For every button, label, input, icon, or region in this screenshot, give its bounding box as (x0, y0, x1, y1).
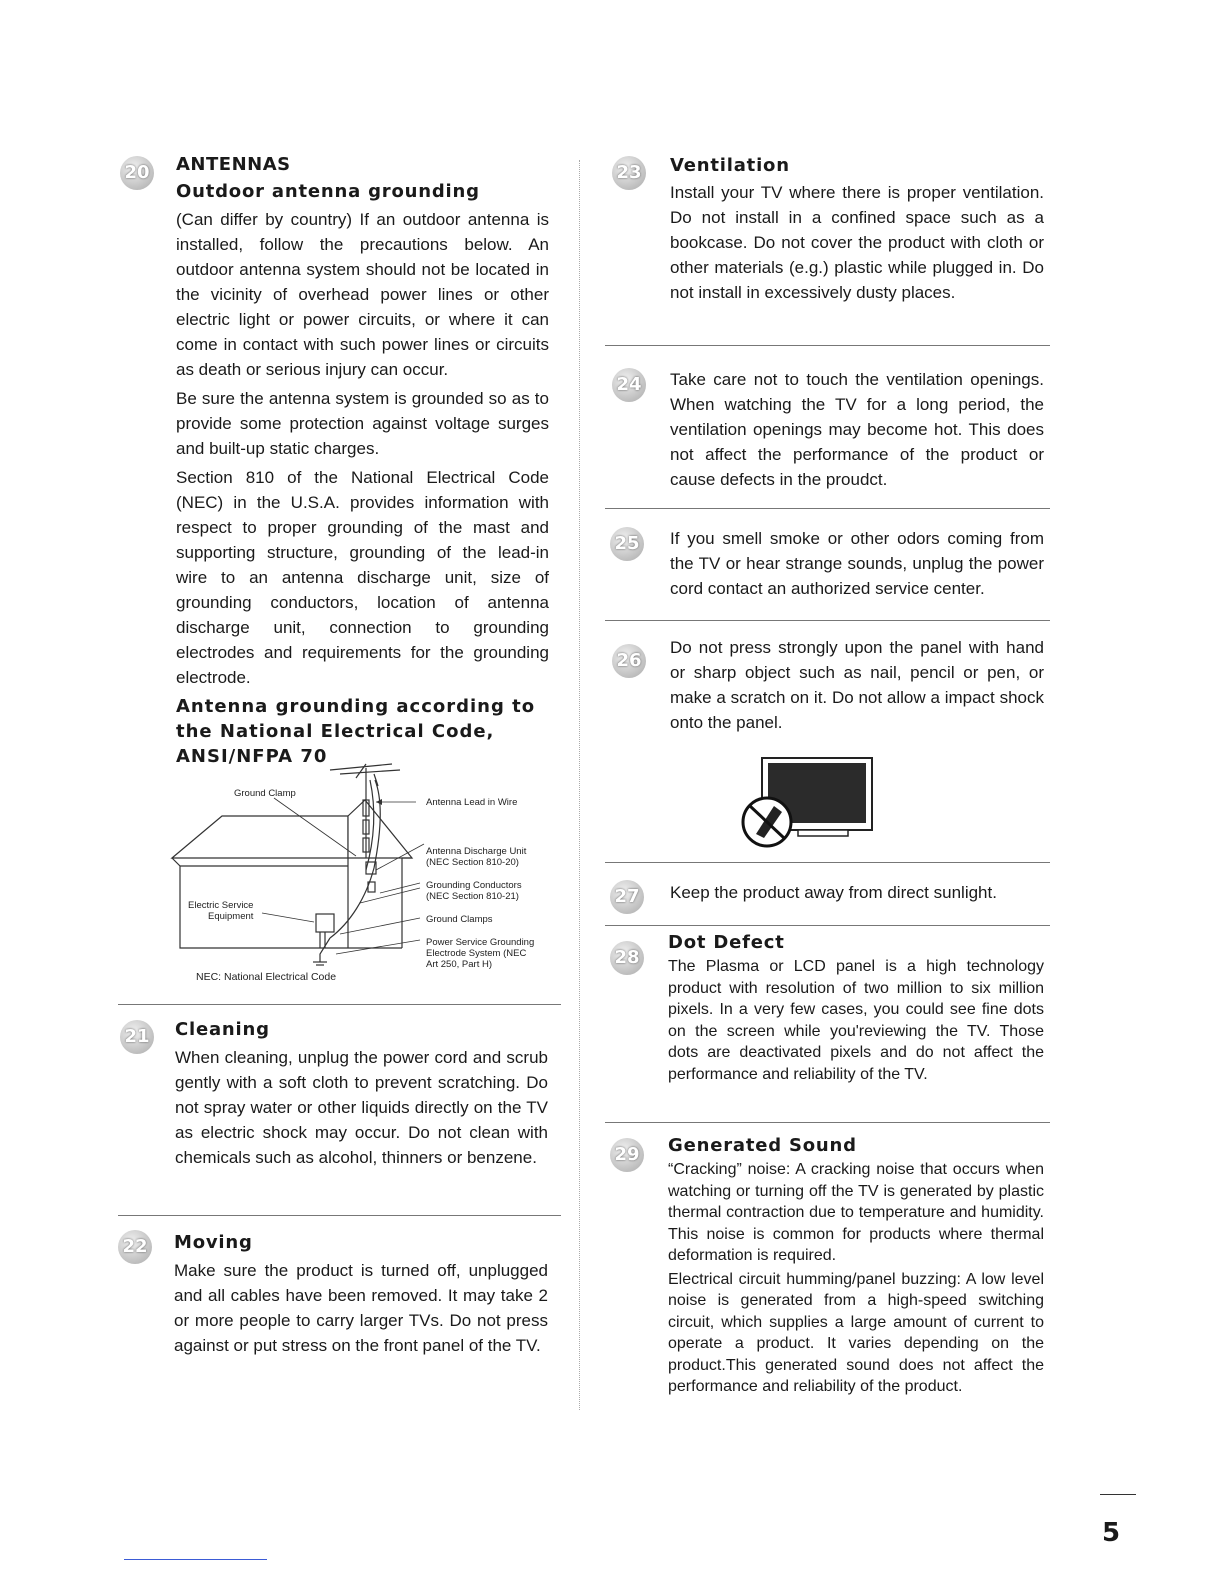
footer-link-line (124, 1559, 267, 1560)
paragraph: When cleaning, unplug the power cord and scrub gently with a soft cloth to prevent scratching. Do not spray water or other liquids directly on the TV as electric shock may occur. Do not clean with chemicals such as alcohol, thinners or benzene. (175, 1048, 548, 1167)
paragraph: Take care not to touch the ventilation openings. When watching the TV for a long period, the ventilation openings may become hot. This does not affect the performance of the product or cause defects in the proudct. (670, 370, 1044, 489)
section-number-badge: 26 (612, 644, 646, 678)
section-title: Dot Defect (668, 932, 785, 953)
section-divider (605, 862, 1050, 863)
section-ventilation (670, 155, 1044, 305)
section-divider (605, 620, 1050, 621)
section-moving (174, 1232, 548, 1358)
section-antennas (176, 154, 549, 769)
section-number-badge: 28 (610, 941, 644, 975)
page-number-rule (1100, 1494, 1136, 1495)
section-panel-pressure (670, 635, 1044, 735)
antenna-grounding-diagram (170, 758, 550, 990)
paragraph: Make sure the product is turned off, unplugged and all cables have been removed. It may take 2 or more people to carry larger TVs. Do not press against or put stress on the front panel of the TV. (174, 1261, 548, 1355)
paragraph: Electrical circuit humming/panel buzzing: A low level noise is generated from a high-speed switching circuit, which supplies a large amount of current to operate a product. It varies depending on the product.This generated sound does not affect the performance and reliability of the product. (668, 1270, 1044, 1395)
diagram-label: Power Service Grounding (426, 937, 535, 948)
section-title: Moving (174, 1232, 253, 1253)
section-smoke (670, 526, 1044, 601)
diagram-label: Antenna Lead in Wire (426, 797, 518, 808)
diagram-label: (NEC Section 810-21) (426, 891, 519, 902)
section-divider (605, 1122, 1050, 1123)
paragraph: Keep the product away from direct sunlight. (670, 883, 997, 902)
section-number-badge: 23 (612, 156, 646, 190)
diagram-label: Ground Clamps (426, 914, 493, 925)
paragraph: Section 810 of the National Electrical Code (NEC) in the U.S.A. provides information with respect to proper grounding of the mast and supporting structure, grounding of the lead-in wire to an antenna discharge unit, size of grounding conductors, location of antenna discharge unit, connection to grounding electrodes and requirements for the grounding electrode. (176, 468, 549, 687)
paragraph: Do not press strongly upon the panel with hand or sharp object such as nail, pencil or pen, or make a scratch on it. Do not allow a impact shock onto the panel. (670, 638, 1044, 732)
section-number-badge: 25 (610, 527, 644, 561)
section-number-badge: 27 (610, 880, 644, 914)
section-number-badge: 20 (120, 156, 154, 190)
diagram-label: Electric Service (188, 900, 254, 911)
paragraph: If you smell smoke or other odors coming from the TV or hear strange sounds, unplug the power cord contact an authorized service center. (670, 529, 1044, 598)
section-ventilation-heat (670, 367, 1044, 492)
section-subtitle: Outdoor antenna grounding (176, 181, 480, 202)
section-divider (118, 1004, 561, 1005)
section-generated-sound (668, 1135, 1044, 1398)
diagram-label: Ground Clamp (234, 788, 296, 799)
section-dot-defect (668, 932, 1044, 1085)
page-number: 5 (1102, 1518, 1121, 1548)
diagram-label: (NEC Section 810-20) (426, 857, 519, 868)
section-number-badge: 22 (118, 1230, 152, 1264)
section-divider (605, 508, 1050, 509)
diagram-caption: NEC: National Electrical Code (196, 971, 337, 983)
diagram-label: Antenna Discharge Unit (426, 846, 527, 857)
section-number-badge: 21 (120, 1020, 154, 1054)
section-subtitle: Antenna grounding according to the National Electrical Code, ANSI/NFPA 70 (176, 696, 536, 767)
section-divider (605, 925, 1050, 926)
diagram-label: Electrode System (NEC (426, 948, 527, 959)
section-cleaning (175, 1019, 548, 1170)
section-title: Cleaning (175, 1019, 270, 1040)
paragraph: Install your TV where there is proper ventilation. Do not install in a confined space such as a bookcase. Do not cover the product with cloth or other materials (e.g.) plastic while plugged in. Do not install in excessively dusty places. (670, 183, 1044, 302)
paragraph: (Can differ by country) If an outdoor antenna is installed, follow the precautions below. An outdoor antenna system should not be located in the vicinity of overhead power lines or other electric light or power circuits, or where it can come in contact with such power lines or circuits as death or serious injury can occur. (176, 210, 549, 379)
no-pressure-illustration (734, 756, 876, 848)
paragraph: “Cracking” noise: A cracking noise that occurs when watching or turning off the TV is generated by plastic thermal contraction due to temperature and humidity. This noise is common for products where thermal deformation is required. (668, 1161, 1044, 1264)
section-number-badge: 29 (610, 1138, 644, 1172)
section-divider (605, 345, 1050, 346)
column-divider (579, 160, 580, 1410)
section-sunlight (670, 880, 1044, 905)
section-divider (118, 1215, 561, 1216)
paragraph: The Plasma or LCD panel is a high technology product with resolution of two million to six million pixels. In a very few cases, you could see fine dots on the screen while you'reviewing the TV. Those dots are deactivated pixels and do not affect the performance and reliability of the TV. (668, 958, 1044, 1083)
paragraph: Be sure the antenna system is grounded so as to provide some protection against voltage surges and built-up static charges. (176, 389, 549, 458)
diagram-label: Grounding Conductors (426, 880, 522, 891)
section-title: Ventilation (670, 155, 790, 176)
diagram-label: Equipment (208, 911, 254, 922)
section-number-badge: 24 (612, 368, 646, 402)
section-title: ANTENNAS (176, 154, 291, 175)
section-title: Generated Sound (668, 1135, 857, 1156)
diagram-label: Art 250, Part H) (426, 959, 492, 970)
